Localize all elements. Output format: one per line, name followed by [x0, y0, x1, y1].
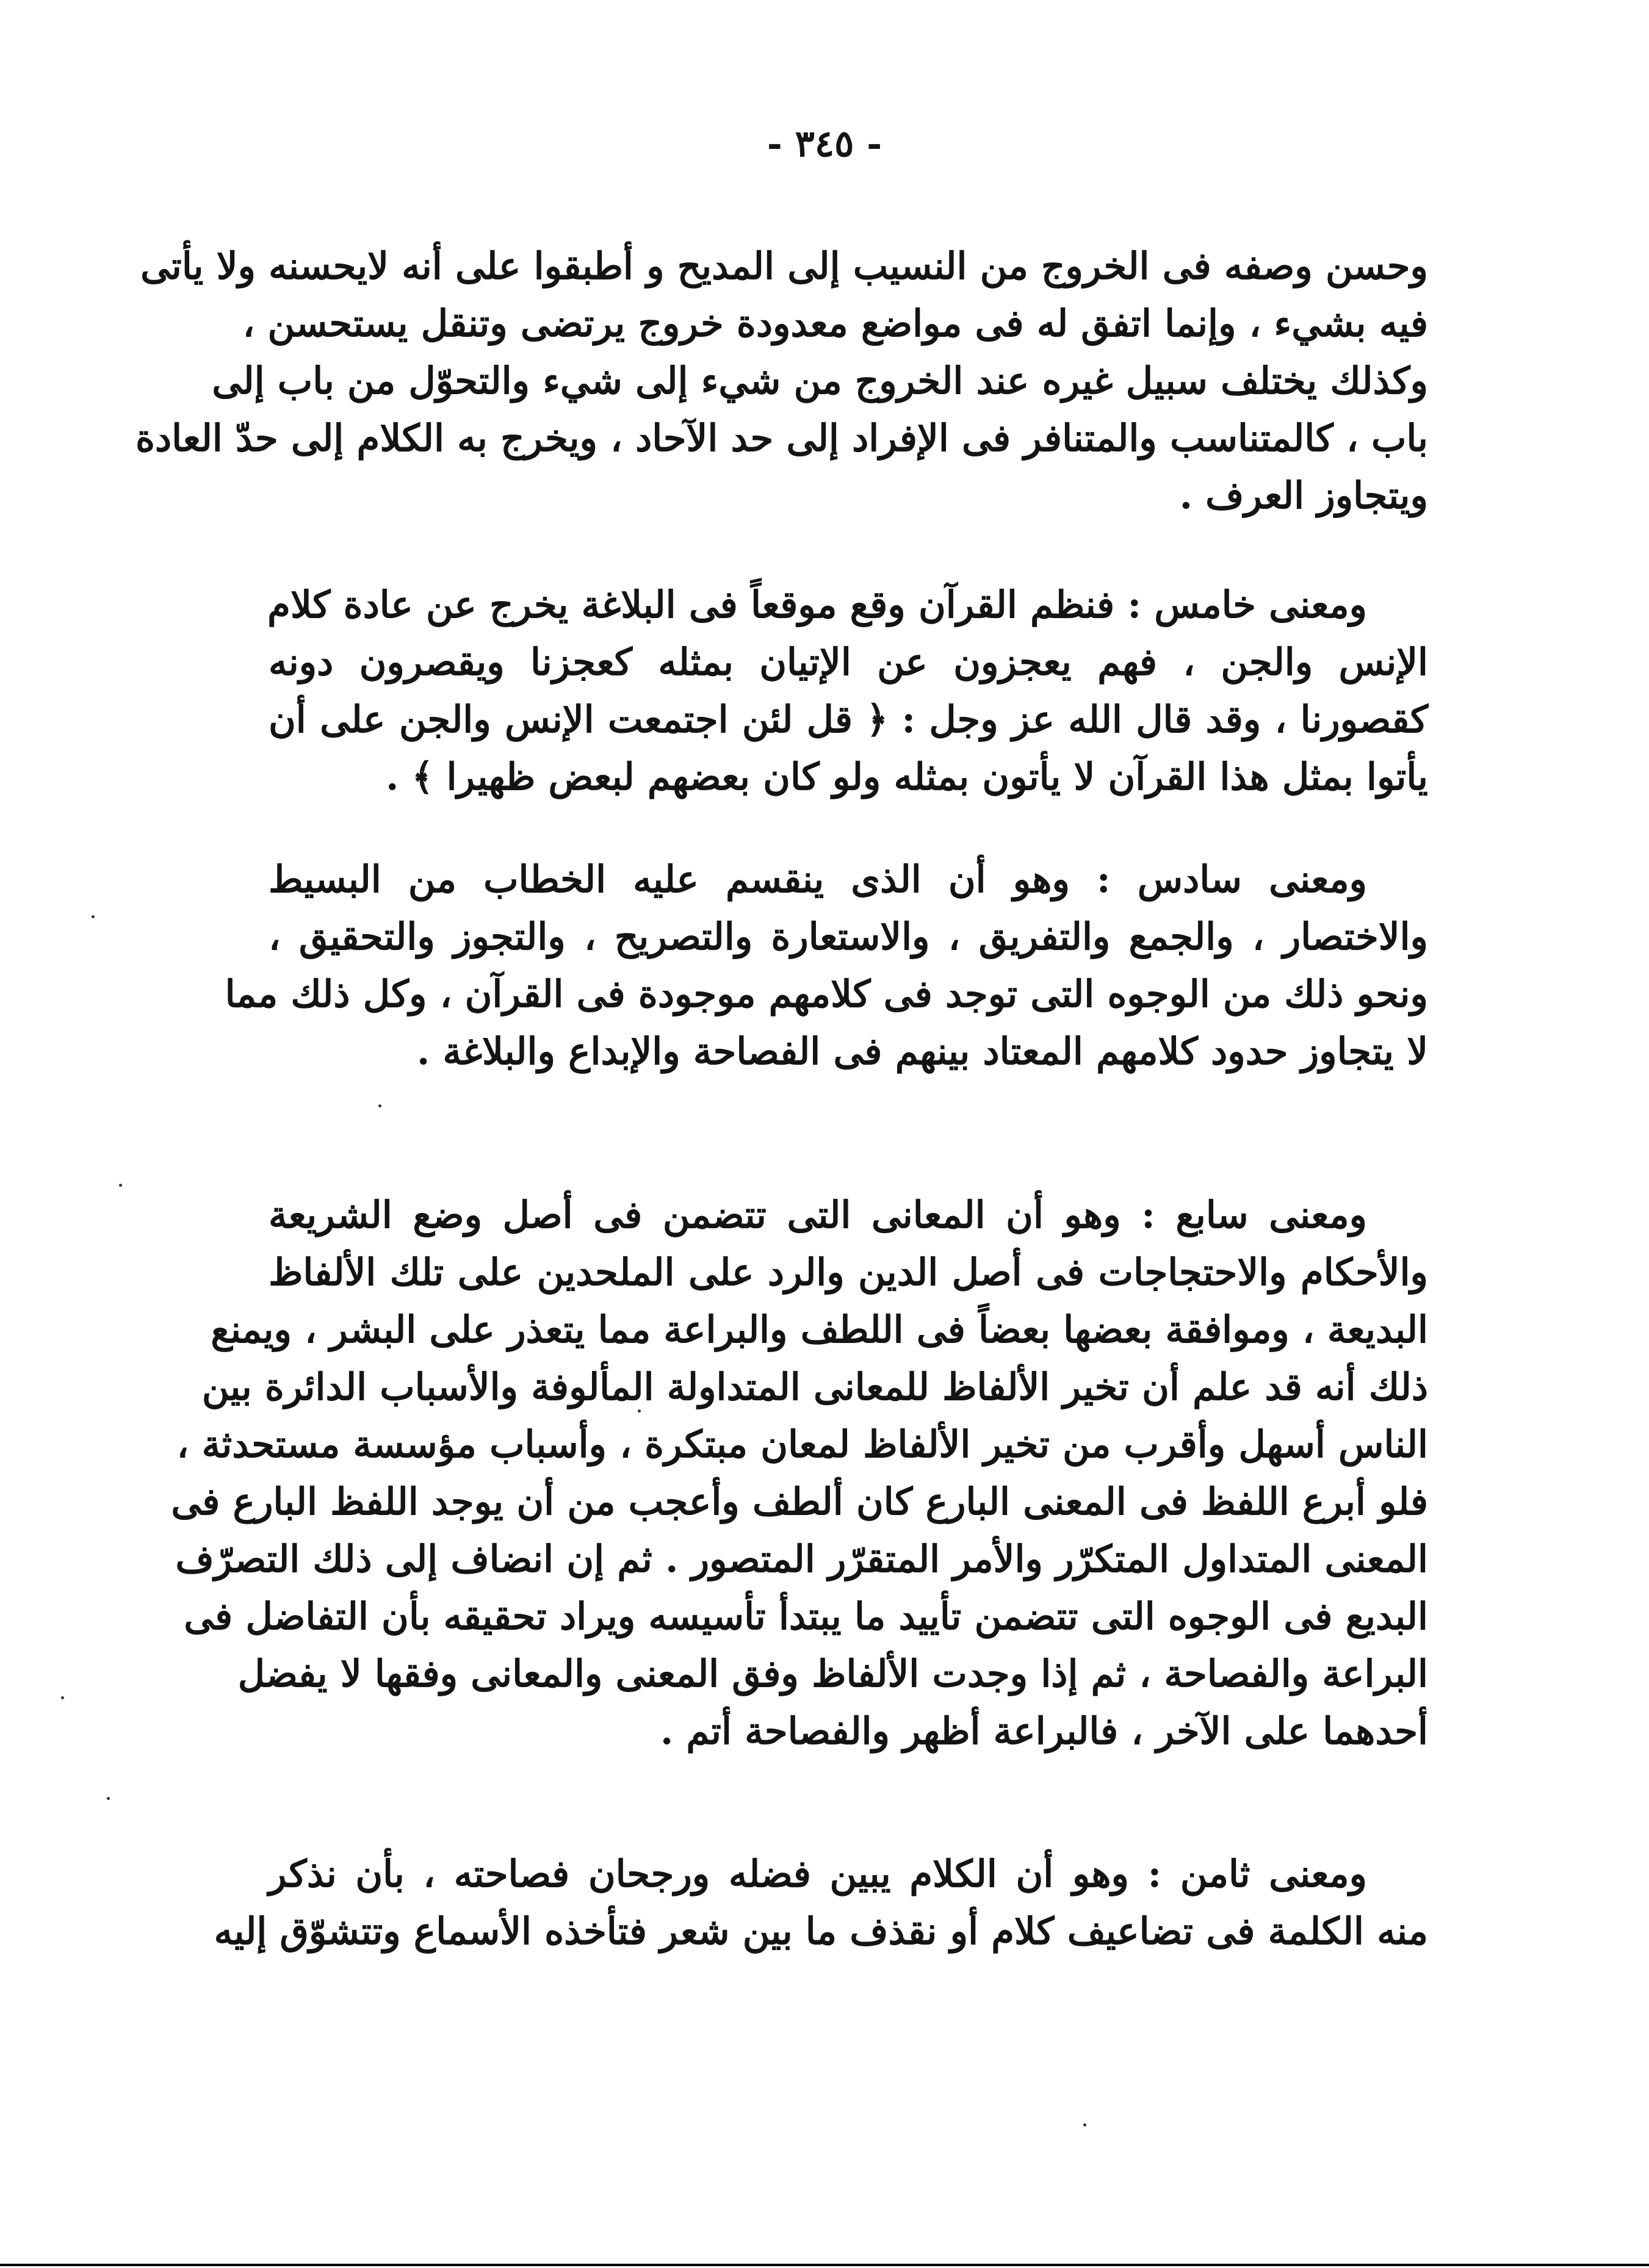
scan-speck [107, 1797, 110, 1800]
text-line: المعنى المتداول المتكرّر والأمر المتقرّر المتصور . ثم إن انضاف إلى ذلك التصرّف [175, 1538, 1428, 1581]
paragraph-2 [269, 577, 1428, 806]
text-line: باب ، كالمتناسب والمتنافر فى الإفراد إلى حد الآحاد ، ويخرج به الكلام إلى حدّ العادة [135, 417, 1428, 460]
text-line: فيه بشيء ، وإنما اتفق له فى مواضع معدودة خروج يرتضى وتنقل يستحسن ، [242, 302, 1428, 345]
scan-speck [378, 1104, 381, 1107]
scan-speck [638, 1409, 641, 1413]
text-line: وكذلك يختلف سبيل غيره عند الخروج من شيء إلى شيء والتحوّل من باب إلى [212, 359, 1428, 403]
text-line: الناس أسهل وأقرب من تخير الألفاظ لمعان مبتكرة ، وأسباب مؤسسة مستحدثة ، [176, 1423, 1428, 1466]
text-line: كقصورنا ، وقد قال الله عز وجل : ﴿ قل لئن اجتمعت الإنس والجن على أن [269, 698, 1428, 741]
text-line: والاختصار ، والجمع والتفريق ، والاستعارة والتصريح ، والتجوز والتحقيق ، [269, 915, 1428, 959]
paragraph-3 [225, 851, 1428, 1081]
text-line: البراعة والفصاحة ، ثم إذا وجدت الألفاظ وفق المعنى والمعانى وفقها لا يفضل [237, 1652, 1428, 1696]
text-line: الإنس والجن ، فهم يعجزون عن الإتيان بمثله كعجزنا ويقصرون دونه [269, 641, 1428, 684]
text-line: ونحو ذلك من الوجوه التى توجد فى كلامهم موجودة فى القرآن ، وكل ذلك مما [225, 973, 1428, 1016]
text-line: والأحكام والاحتجاجات فى أصل الدين والرد على الملحدين على تلك الألفاظ [269, 1251, 1428, 1294]
text-line: ومعنى سابع : وهو أن المعانى التى تتضمن فى أصل وضع الشريعة [269, 1193, 1367, 1237]
page-bottom-edge [0, 2264, 1649, 2266]
text-line: ويتجاوز العرف . [1179, 474, 1428, 517]
text-line: ومعنى خامس : فنظم القرآن وقع موقعاً فى البلاغة يخرج عن عادة كلام [267, 583, 1367, 627]
paragraph-5 [214, 1846, 1428, 1960]
scan-speck [92, 915, 95, 918]
text-line: ومعنى ثامن : وهو أن الكلام يبين فضله ورجحان فصاحته ، بأن نذكر [269, 1852, 1367, 1896]
text-line: وحسن وصفه فى الخروج من النسيب إلى المديح و أطبقوا على أنه لايحسنه ولا يأتى [140, 245, 1428, 288]
paragraph-4 [171, 1187, 1428, 1760]
text-line: البديع فى الوجوه التى تتضمن تأييد ما يبتدأ تأسيسه ويراد تحقيقه بأن التفاضل فى [184, 1595, 1428, 1638]
page-number: - ٣٤٥ - [767, 123, 882, 165]
paragraph-1 [135, 238, 1428, 525]
text-line: أحدهما على الآخر ، فالبراعة أظهر والفصاحة أتم . [660, 1710, 1428, 1753]
scan-speck [1083, 2123, 1086, 2126]
text-line: ومعنى سادس : وهو أن الذى ينقسم عليه الخطاب من البسيط [269, 858, 1367, 901]
text-line: يأتوا بمثل هذا القرآن لا يأتون بمثله ولو كان بعضهم لبعض ظهيرا ﴾ . [386, 755, 1428, 799]
text-line: البديعة ، وموافقة بعضها بعضاً فى اللطف والبراعة مما يتعذر على البشر ، ويمنع [211, 1308, 1428, 1352]
text-line: ذلك أنه قد علم أن تخير الألفاظ للمعانى المتداولة المألوفة والأسباب الدائرة بين [201, 1366, 1428, 1409]
text-line: منه الكلمة فى تضاعيف كلام أو نقذف ما بين شعر فتأخذه الأسماع وتتشوّق إليه [214, 1910, 1428, 1953]
scan-speck [119, 1184, 122, 1187]
text-line: لا يتجاوز حدود كلامهم المعتاد بينهم فى الفصاحة والإبداع والبلاغة . [417, 1030, 1428, 1073]
text-line: فلو أبرع اللفظ فى المعنى البارع كان ألطف وأعجب من أن يوجد اللفظ البارع فى [171, 1480, 1428, 1524]
scan-speck [61, 1696, 64, 1699]
